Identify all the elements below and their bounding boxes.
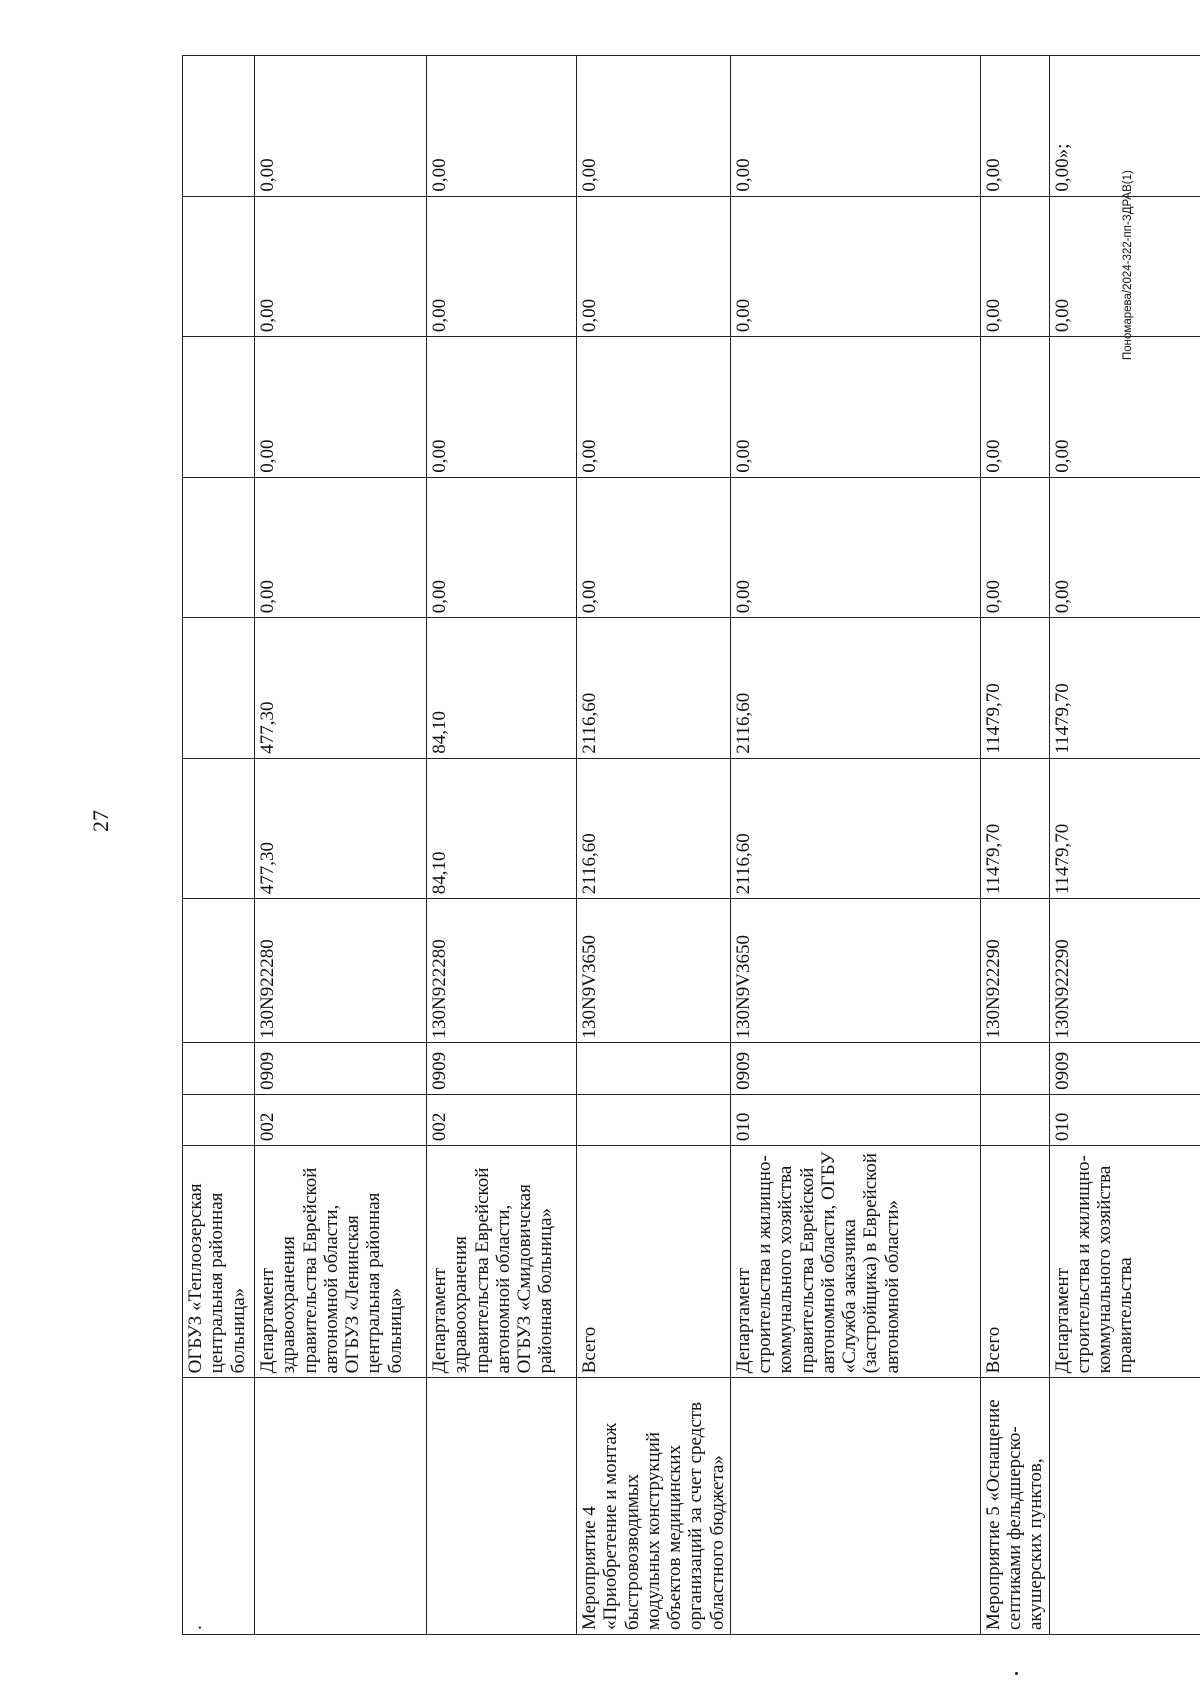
amount-year2-cell: 0,00 (1049, 477, 1200, 618)
amount-year4-cell: 0,00 (980, 196, 1049, 337)
grbs-code-cell (183, 1094, 255, 1145)
amount-total-cell: 2116,60 (577, 758, 731, 899)
amount-year5-cell: 0,00»; (1049, 56, 1200, 197)
amount-year3-cell (183, 337, 255, 478)
target-article-cell: 130N922290 (1049, 899, 1200, 1043)
amount-year4-cell: 0,00 (730, 196, 980, 337)
amount-year2-cell (183, 477, 255, 618)
executor-cell: Департамент здравоохранения правительства Еврейской автономной области, ОГБУЗ «Ленинская центральная районная больница» (255, 1146, 427, 1378)
amount-year4-cell: 0,00 (577, 196, 731, 337)
amount-year1-cell (183, 618, 255, 759)
section-code-cell (577, 1043, 731, 1094)
amount-year1-cell: 2116,60 (730, 618, 980, 759)
amount-total-cell: 2116,60 (730, 758, 980, 899)
amount-year3-cell: 0,00 (577, 337, 731, 478)
event-cell: Мероприятие 5 «Оснащение септиками фельдшерско-акушерских пунктов, (980, 1378, 1049, 1635)
amount-year5-cell (183, 56, 255, 197)
amount-year5-cell: 0,00 (255, 56, 427, 197)
grbs-code-cell (980, 1094, 1049, 1145)
amount-year2-cell: 0,00 (427, 477, 577, 618)
amount-year4-cell: 0,00 (427, 196, 577, 337)
section-code-cell: 0909 (1049, 1043, 1200, 1094)
amount-total-cell: 11479,70 (1049, 758, 1200, 899)
amount-year3-cell: 0,00 (980, 337, 1049, 478)
event-cell (730, 1378, 980, 1635)
executor-cell: Департамент здравоохранения правительства Еврейской автономной области, ОГБУЗ «Смидовичская районная больница» (427, 1146, 577, 1378)
table-row (255, 56, 427, 1635)
amount-year4-cell: 0,00 (255, 196, 427, 337)
amount-year5-cell: 0,00 (577, 56, 731, 197)
target-article-cell: 130N922280 (427, 899, 577, 1043)
table-row (183, 56, 255, 1635)
target-article-cell: 130N9V3650 (577, 899, 731, 1043)
executor-cell: Всего (577, 1146, 731, 1378)
amount-year4-cell: 0,00 (1049, 196, 1200, 337)
event-cell: . (183, 1378, 255, 1635)
amount-year3-cell: 0,00 (1049, 337, 1200, 478)
section-code-cell: 0909 (427, 1043, 577, 1094)
table-row (577, 56, 731, 1635)
amount-year2-cell: 0,00 (980, 477, 1049, 618)
amount-year5-cell: 0,00 (730, 56, 980, 197)
grbs-code-cell: 002 (427, 1094, 577, 1145)
amount-year2-cell: 0,00 (730, 477, 980, 618)
grbs-code-cell: 010 (1049, 1094, 1200, 1145)
budget-table (182, 55, 1200, 1635)
grbs-code-cell: 002 (255, 1094, 427, 1145)
section-code-cell: 0909 (255, 1043, 427, 1094)
amount-year1-cell: 11479,70 (1049, 618, 1200, 759)
target-article-cell: 130N9V3650 (730, 899, 980, 1043)
executor-cell: ОГБУЗ «Теплоозерская центральная районная больница» (183, 1146, 255, 1378)
amount-year4-cell (183, 196, 255, 337)
section-code-cell: 0909 (730, 1043, 980, 1094)
amount-year1-cell: 11479,70 (980, 618, 1049, 759)
target-article-cell: 130N922290 (980, 899, 1049, 1043)
amount-year3-cell: 0,00 (427, 337, 577, 478)
amount-year3-cell: 0,00 (730, 337, 980, 478)
table-row (427, 56, 577, 1635)
section-code-cell (980, 1043, 1049, 1094)
event-cell (1049, 1378, 1200, 1635)
table-row (980, 56, 1049, 1635)
event-cell (255, 1378, 427, 1635)
amount-year5-cell: 0,00 (427, 56, 577, 197)
amount-year5-cell: 0,00 (980, 56, 1049, 197)
amount-total-cell: 84,10 (427, 758, 577, 899)
amount-total-cell: 11479,70 (980, 758, 1049, 899)
grbs-code-cell (577, 1094, 731, 1145)
target-article-cell (183, 899, 255, 1043)
executor-cell: Департамент строительства и жилищно-коммунального хозяйства правительства (1049, 1146, 1200, 1378)
grbs-code-cell: 010 (730, 1094, 980, 1145)
scan-speck (1015, 1672, 1018, 1675)
amount-year3-cell: 0,00 (255, 337, 427, 478)
amount-year1-cell: 477,30 (255, 618, 427, 759)
target-article-cell: 130N922280 (255, 899, 427, 1043)
amount-year2-cell: 0,00 (577, 477, 731, 618)
table-row (730, 56, 980, 1635)
footer-document-id: Пономарева/2024-322-пп-ЗДРАВ(1) (1122, 170, 1134, 360)
table-row (1049, 56, 1200, 1635)
amount-year1-cell: 84,10 (427, 618, 577, 759)
event-cell (427, 1378, 577, 1635)
amount-year2-cell: 0,00 (255, 477, 427, 618)
section-code-cell (183, 1043, 255, 1094)
executor-cell: Департамент строительства и жилищно-коммунального хозяйства правительства Еврейской автономной области, ОГБУ «Служба заказчика (застройщика) в Еврейской автономной области» (730, 1146, 980, 1378)
executor-cell: Всего (980, 1146, 1049, 1378)
event-cell: Мероприятие 4 «Приобретение и монтаж быстровозводимых модульных конструкций объектов медицинских организаций за счет средств областного бюджета» (577, 1378, 731, 1635)
amount-year1-cell: 2116,60 (577, 618, 731, 759)
amount-total-cell: 477,30 (255, 758, 427, 899)
page-number: 27 (88, 810, 113, 832)
amount-total-cell (183, 758, 255, 899)
table-body (183, 56, 1200, 1635)
